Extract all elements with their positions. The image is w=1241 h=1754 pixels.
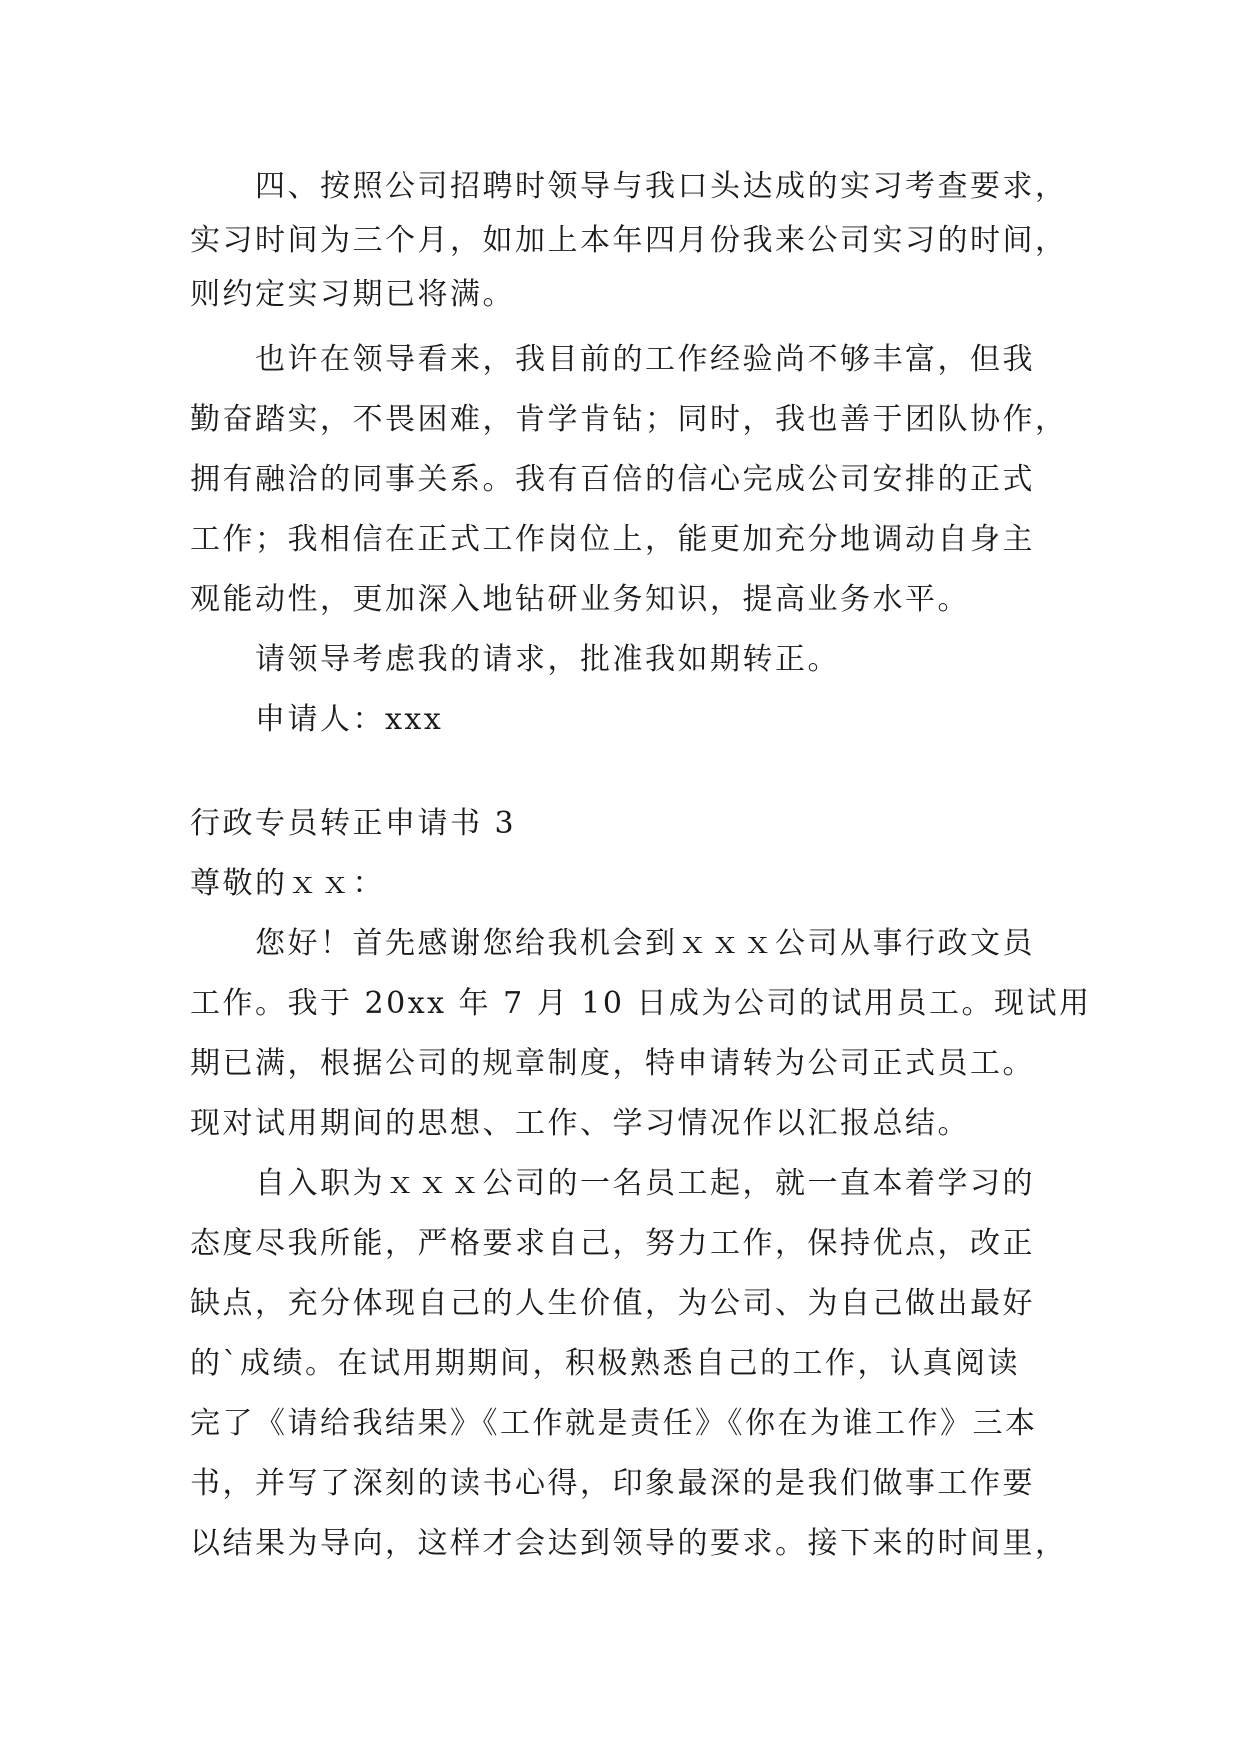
paragraph-line: 则约定实习期已将满。	[190, 277, 515, 312]
paragraph-line: 态度尽我所能，严格要求自己，努力工作，保持优点，改正	[190, 1226, 1035, 1261]
paragraph-line: 工作；我相信在正式工作岗位上，能更加充分地调动自身主	[190, 522, 1035, 557]
paragraph-line: 工作。我于 20xx 年 7 月 10 日成为公司的试用员工。现试用	[190, 986, 1092, 1021]
paragraph-line: 以结果为导向，这样才会达到领导的要求。接下来的时间里，	[190, 1526, 1068, 1561]
paragraph-line: 四、按照公司招聘时领导与我口头达成的实习考查要求，	[255, 169, 1068, 204]
paragraph-line: 也许在领导看来，我目前的工作经验尚不够丰富，但我	[255, 342, 1035, 377]
paragraph-line: 书，并写了深刻的读书心得，印象最深的是我们做事工作要	[190, 1466, 1035, 1501]
paragraph-line: 现对试用期间的思想、工作、学习情况作以汇报总结。	[190, 1106, 970, 1141]
paragraph-line: 的`成绩。在试用期期间，积极熟悉自己的工作，认真阅读	[190, 1346, 1020, 1381]
request-line: 请领导考虑我的请求，批准我如期转正。	[255, 642, 840, 677]
paragraph-line: 期已满，根据公司的规章制度，特申请转为公司正式员工。	[190, 1046, 1035, 1081]
applicant-line: 申请人：xxx	[255, 702, 444, 737]
paragraph-line: 观能动性，更加深入地钻研业务知识，提高业务水平。	[190, 582, 970, 617]
paragraph-line: 自入职为ｘｘｘ公司的一名员工起，就一直本着学习的	[255, 1166, 1035, 1201]
paragraph-line: 拥有融洽的同事关系。我有百倍的信心完成公司安排的正式	[190, 462, 1035, 497]
paragraph-line: 勤奋踏实，不畏困难，肯学肯钻；同时，我也善于团队协作，	[190, 402, 1068, 437]
paragraph-line: 实习时间为三个月，如加上本年四月份我来公司实习的时间，	[190, 223, 1068, 258]
paragraph-line: 完了《请给我结果》《工作就是责任》《你在为谁工作》三本	[190, 1406, 1038, 1441]
document-heading: 行政专员转正申请书 3	[190, 806, 517, 841]
salutation: 尊敬的ｘｘ：	[190, 866, 385, 901]
paragraph-line: 缺点，充分体现自己的人生价值，为公司、为自己做出最好	[190, 1286, 1035, 1321]
paragraph-line: 您好！首先感谢您给我机会到ｘｘｘ公司从事行政文员	[255, 926, 1035, 961]
